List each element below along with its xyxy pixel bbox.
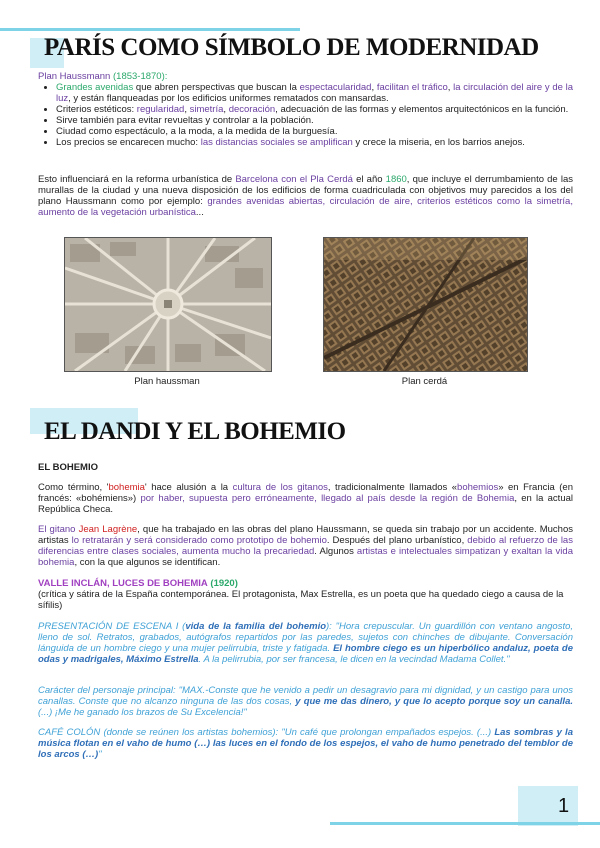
list-item: • Los precios se encarecen mucho: las distancias sociales se amplifican y crece la miseria, en los barrios anejos. [56, 137, 573, 148]
cerda-paragraph: Esto influenciará en la reforma urbanística de Barcelona con el Pla Cerdá el año 1860, que incluye el derrumbamiento de las murallas de la ciudad y una nueva disposición de los edificios de forma cuadriculada con objetivos muy parecidos a los del plano Haussmann como por ejemplo: grandes avenidas abiertas, circulación de aire, criterios estéticos como la simetría, aumento de la vegetación urbanística... [38, 174, 573, 218]
bohemio-paragraph-1: Como término, 'bohemia' hace alusión a la cultura de los gitanos, tradicionalmente llamados «bohemios» en Francia (en francés: «bohémiens») por haber, supuesta pero erróneamente, llegado al país desde la región de Bohemia, en la actual República Checa. [38, 482, 573, 515]
page-number: 1 [558, 795, 570, 817]
list-item: • Criterios estéticos: regularidad, simetría, decoración, adecuación de las formas y elementos arquitectónicos en la función. [56, 104, 573, 115]
section1-title: PARÍS COMO SÍMBOLO DE MODERNIDAD [44, 34, 539, 61]
quote-max: Carácter del personaje principal: "MAX.-Conste que he venido a pedir un desagravio para mi dignidad, y un castigo para unos canallas. Conste que no alcanzo ninguna de las dos cosas, y que me das dinero, y que lo acepto porque soy un canalla. (...) ¡Me he ganado los brazos de Su Excelencia!" [38, 685, 573, 718]
valle-title: VALLE INCLÁN, LUCES DE BOHEMIA (1920) [38, 578, 238, 589]
cerda-aerial-image [324, 238, 527, 371]
quote-cafe-colon: CAFÉ COLÓN (donde se reúnen los artistas bohemios): "Un café que prolongan empañados espejos. (...) Las sombras y la música flotan en el vaho de humo (…) las luces en el fondo de los espejos, el vaho de humo penetrado del temblor de los arcos (…)" [38, 727, 573, 760]
caption-haussmann: Plan haussman [134, 376, 200, 387]
plan-name: Plan Haussmann [38, 71, 111, 82]
haussmann-photo [64, 237, 272, 372]
plan-years: (1853-1870): [113, 71, 168, 82]
valle-block [38, 578, 573, 611]
caption-cerda: Plan cerdá [401, 376, 448, 387]
haussmann-heading [38, 71, 573, 82]
haussmann-aerial-image [65, 238, 271, 371]
list-item: • Sirve también para evitar revueltas y controlar a la población. [56, 115, 573, 126]
haussmann-list [38, 82, 573, 148]
bohemio-heading: EL BOHEMIO [38, 462, 98, 473]
list-item: • Ciudad como espectáculo, a la moda, a la medida de la burguesía. [56, 126, 573, 137]
bottom-accent-line [330, 822, 600, 825]
top-accent-line [0, 28, 300, 31]
cerda-photo [323, 237, 528, 372]
haussmann-block [38, 71, 573, 148]
list-item: • Grandes avenidas que abren perspectivas que buscan la espectacularidad, facilitan el tráfico, la circulación del aire y de la luz, y están flanqueadas por los edificios uniformes rematados con mansardas. [56, 82, 573, 104]
quote-escena-1: PRESENTACIÓN DE ESCENA I (vida de la familia del bohemio): "Hora crepuscular. Un guardillón con ventano angosto, lleno de sol. Retratos, grabados, autógrafos repartidos por las paredes, sujetos con chinches de dibujante. Conversación lánguida de un hombre ciego y una mujer pelirrubia, triste y fatigada. El hombre ciego es un hiperbólico andaluz, poeta de odas y madrigales, Máximo Estrella. A la pelirrubia, por ser francesa, le dicen en la vecindad Madama Collet." [38, 621, 574, 665]
valle-description: (crítica y sátira de la España contemporánea. El protagonista, Max Estrella, es un poeta que ha quedado ciego a causa de la sífilis) [38, 589, 564, 611]
section2-title: EL DANDI Y EL BOHEMIO [44, 418, 346, 445]
bohemio-paragraph-2: El gitano Jean Lagrène, que ha trabajado en las obras del plano Haussmann, se queda sin trabajo por un accidente. Muchos artistas lo retratarán y será considerado como prototipo de bohemio. Después del plano urbanístico, debido al refuerzo de las diferencias entre clases sociales, aumenta mucho la precariedad. Algunos artistas e intelectuales simpatizan y exaltan la vida bohemia, con la que algunos se identifican. [38, 524, 573, 568]
